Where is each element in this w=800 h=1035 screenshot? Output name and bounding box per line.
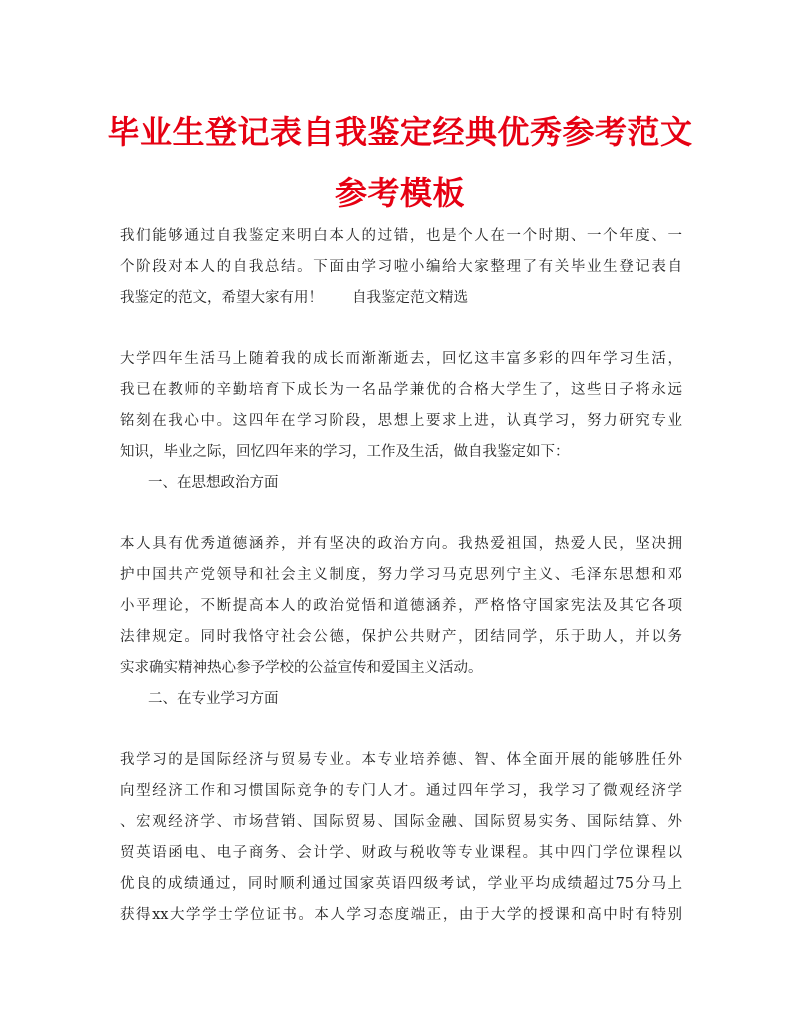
document-title-line-1: 毕业生登记表自我鉴定经典优秀参考范文 [107,113,693,151]
section-heading: 一、在思想政治方面 [148,475,279,491]
paragraph-line: 获得xx大学学士学位证书。本人学习态度端正，由于大学的授课和高中时有特别 [120,907,682,923]
section-heading: 二、在专业学习方面 [148,691,279,707]
paragraph-line: 优良的成绩通过，同时顺利通过国家英语四级考试，学业平均成绩超过75分马上 [120,876,682,892]
paragraph-line: 护中国共产党领导和社会主义制度，努力学习马克思列宁主义、毛泽东思想和邓 [120,567,682,583]
paragraph-line: 铭刻在我心中。这四年在学习阶段，思想上要求上进，认真学习，努力研究专业 [120,413,682,429]
document-title-line-2: 参考模板 [334,174,465,212]
intro-line: 我们能够通过自我鉴定来明白本人的过错，也是个人在一个时期、一个年度、一 [120,228,682,244]
paragraph-line: 大学四年生活马上随着我的成长而渐渐逝去，回忆这丰富多彩的四年学习生活， [120,351,682,367]
paragraph-line: 我已在教师的辛勤培育下成长为一名品学兼优的合格大学生了，这些日子将永远 [120,382,682,398]
paragraph-line: 小平理论，不断提高本人的政治觉悟和道德涵养，严格恪守国家宪法及其它各项 [120,598,682,614]
paragraph-line: 法律规定。同时我恪守社会公德，保护公共财产，团结同学，乐于助人，并以务 [120,629,682,645]
paragraph-line: 本人具有优秀道德涵养，并有坚决的政治方向。我热爱祖国，热爱人民，坚决拥 [120,536,682,552]
paragraph-line: 实求确实精神热心参予学校的公益宣传和爱国主义活动。 [120,660,483,676]
paragraph-line: 我学习的是国际经济与贸易专业。本专业培养德、智、体全面开展的能够胜任外 [120,752,682,768]
paragraph-line: 知识，毕业之际，回忆四年来的学习，工作及生活，做自我鉴定如下： [120,444,570,460]
intro-line: 个阶段对本人的自我总结。下面由学习啦小编给大家整理了有关毕业生登记表自 [120,259,682,275]
intro-line: 我鉴定的范文，希望大家有用！ 自我鉴定范文精选 [120,290,468,306]
paragraph-line: 、宏观经济学、市场营销、国际贸易、国际金融、国际贸易实务、国际结算、外 [120,814,682,830]
paragraph-line: 向型经济工作和习惯国际竞争的专门人才。通过四年学习，我学习了微观经济学 [120,783,682,799]
paragraph-line: 贸英语函电、电子商务、会计学、财政与税收等专业课程。其中四门学位课程以 [120,845,682,861]
